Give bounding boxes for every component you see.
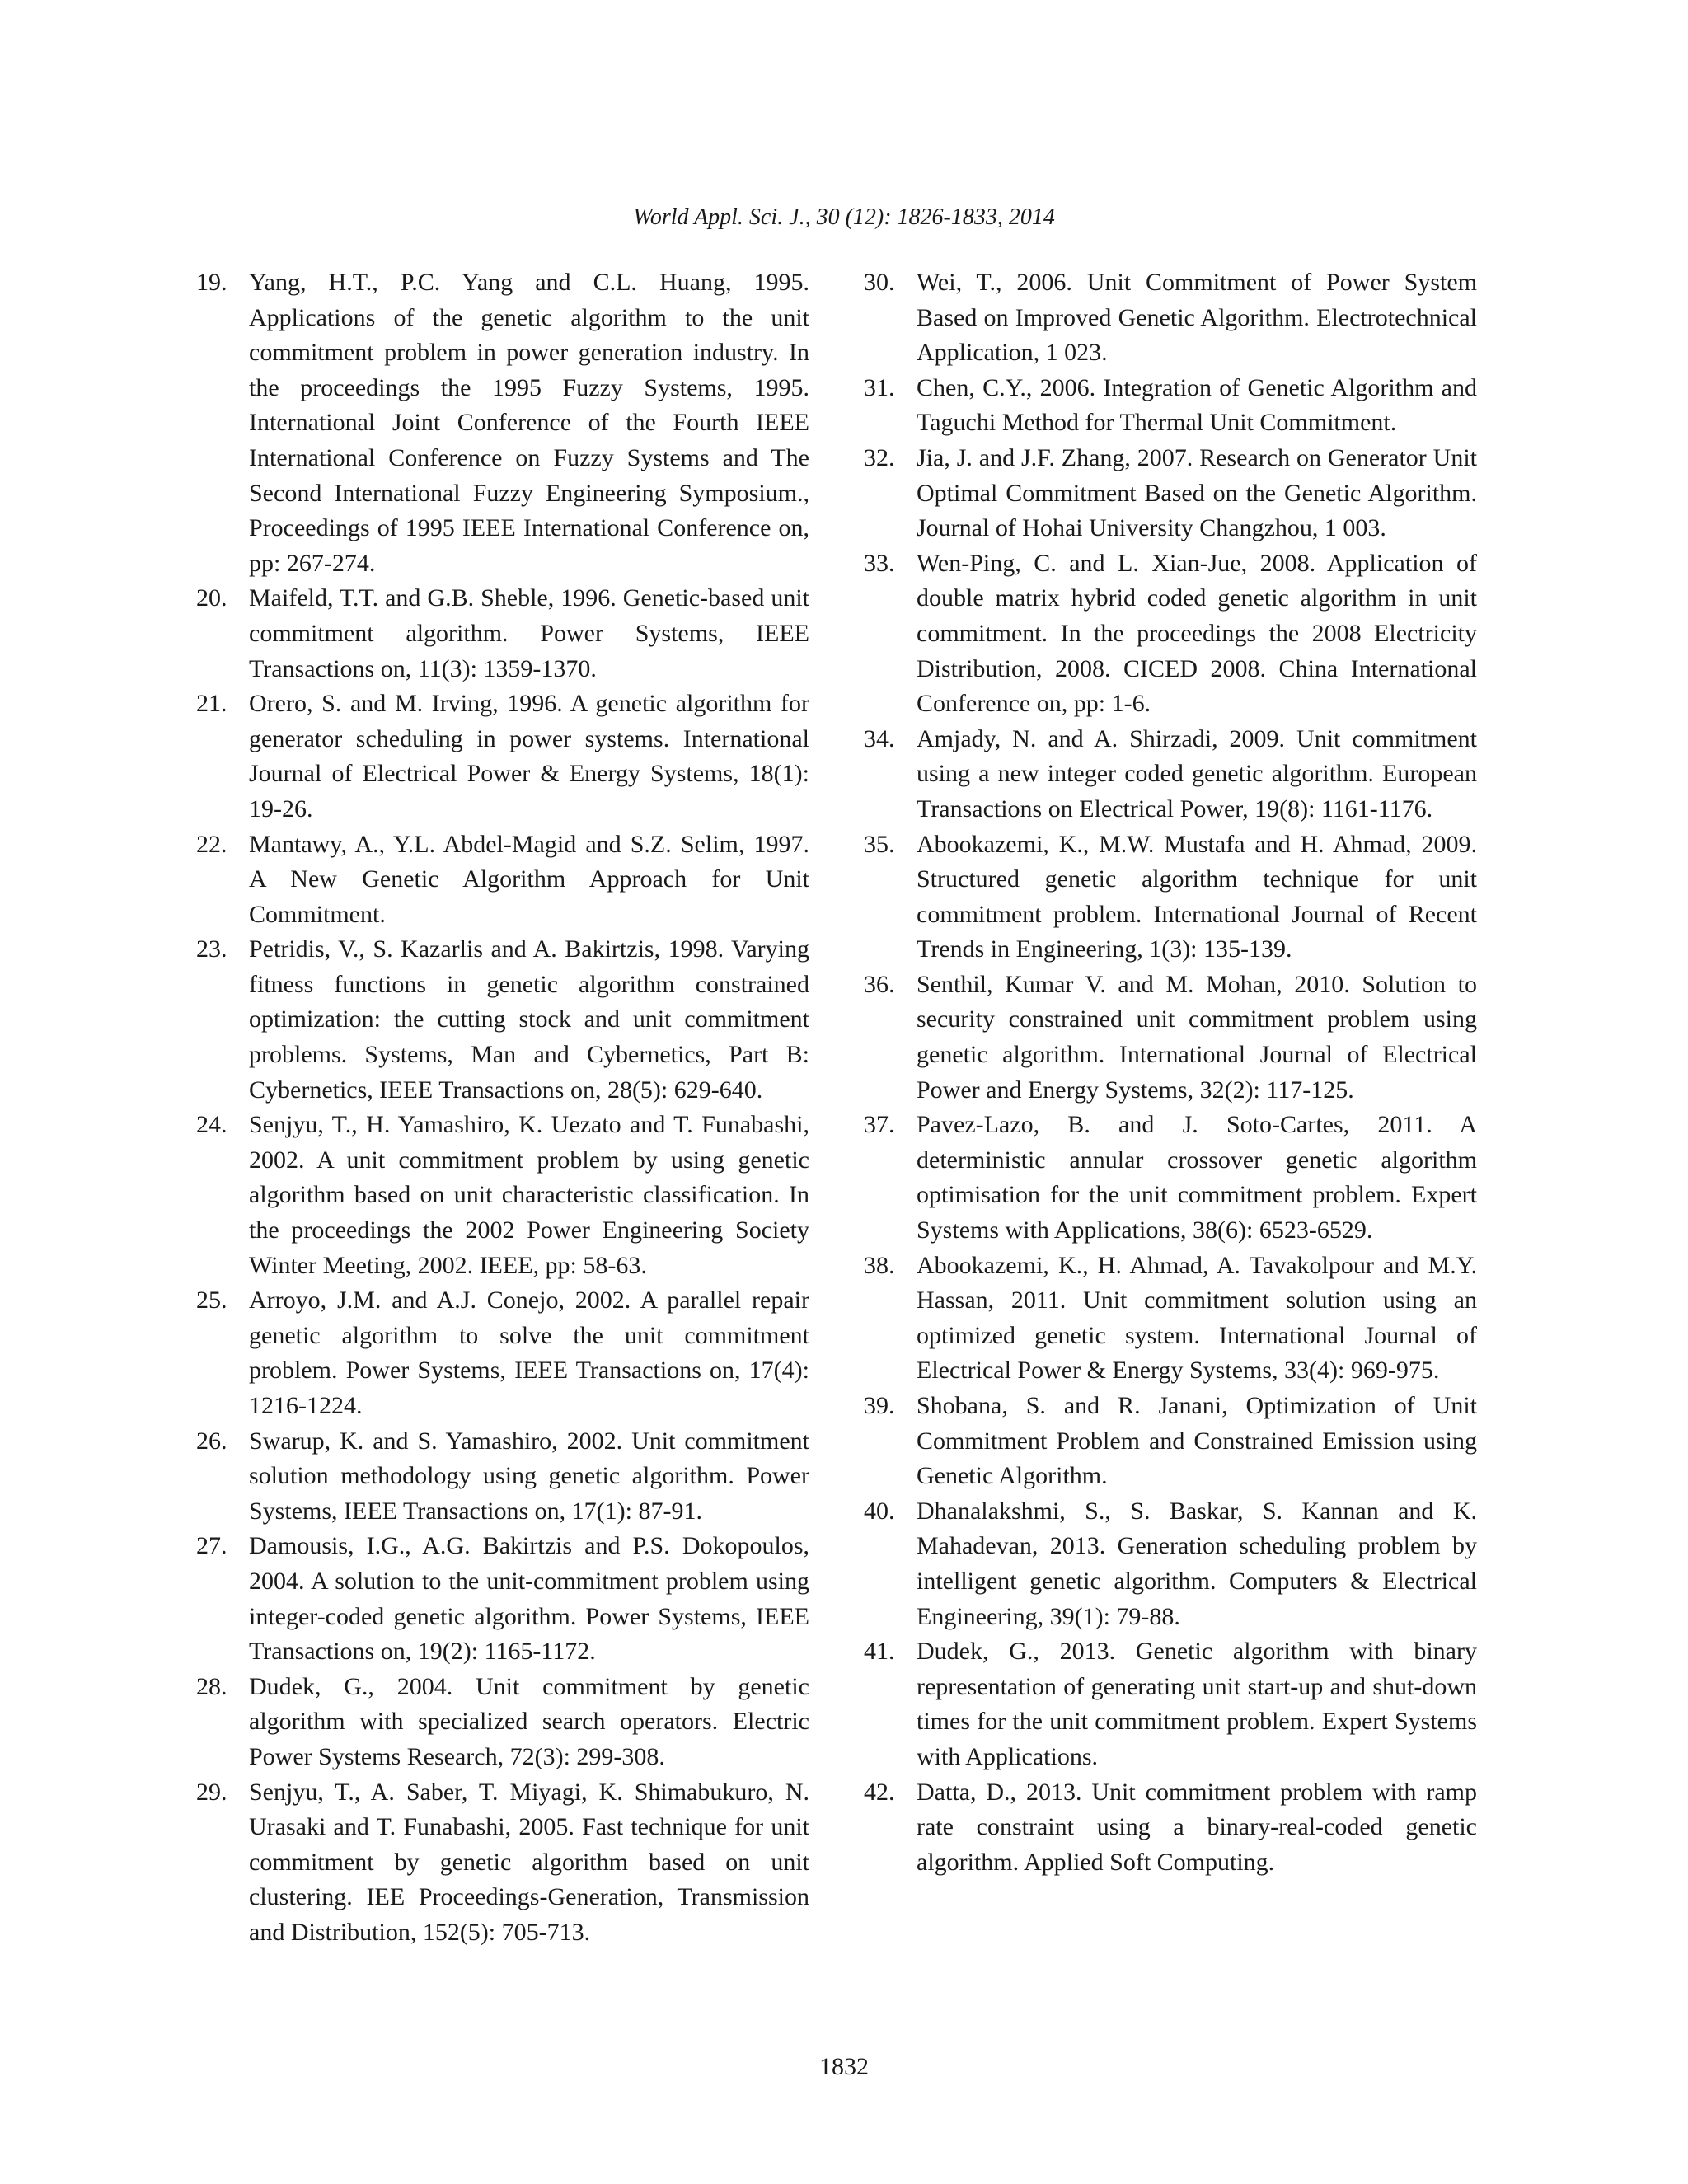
reference-number: 23. [196,935,227,963]
reference-number: 38. [864,1251,895,1279]
reference-item [864,546,1477,722]
reference-item [864,1249,1477,1389]
reference-number: 42. [864,1778,895,1806]
reference-item [196,827,809,933]
reference-number: 25. [196,1286,227,1315]
reference-item [864,441,1477,546]
reference-text: Swarup, K. and S. Yamashiro, 2002. Unit commitment solution methodology using genetic algorithm. Power Systems, IEEE Transactions on, 17(1): 87-91. [249,1427,809,1525]
reference-number: 35. [864,830,895,858]
reference-number: 30. [864,269,895,296]
reference-text: Dudek, G., 2004. Unit commitment by genetic algorithm with specialized search operators. Electric Power Systems Research, 72(3): 299-308. [249,1672,809,1770]
reference-text: Yang, H.T., P.C. Yang and C.L. Huang, 1995. Applications of the genetic algorithm to the unit commitment problem in power generation industry. In the proceedings the 1995 Fuzzy Systems, 1995. International Joint Conference of the Fourth IEEE International Conference on Fuzzy Systems and The Second International Fuzzy Engineering Symposium., Proceedings of 1995 IEEE International Conference on, pp: 267-274. [249,269,809,577]
reference-item [196,1108,809,1283]
reference-text: Mantawy, A., Y.L. Abdel-Magid and S.Z. Selim, 1997. A New Genetic Algorithm Approach for Unit Commitment. [249,830,809,928]
reference-item [196,932,809,1108]
reference-item [196,687,809,827]
reference-number: 41. [864,1638,895,1666]
reference-number: 21. [196,690,227,718]
reference-item [864,1494,1477,1634]
reference-number: 22. [196,830,227,858]
reference-item [196,265,809,581]
reference-item [196,1424,809,1530]
reference-item [864,265,1477,371]
reference-text: Senthil, Kumar V. and M. Mohan, 2010. Solution to security constrained unit commitment problem using genetic algorithm. International Journal of Electrical Power and Energy Systems, 32(2): 117-125. [917,970,1477,1104]
reference-text: Orero, S. and M. Irving, 1996. A genetic algorithm for generator scheduling in power systems. International Journal of Electrical Power & Energy Systems, 18(1): 19-26. [249,690,809,823]
reference-text: Wen-Ping, C. and L. Xian-Jue, 2008. Application of double matrix hybrid coded genetic algorithm in unit commitment. In the proceedings the 2008 Electricity Distribution, 2008. CICED 2008. China International Conference on, pp: 1-6. [917,549,1477,718]
reference-number: 32. [864,443,895,471]
reference-text: Datta, D., 2013. Unit commitment problem with ramp rate constraint using a binary-real-coded genetic algorithm. Applied Soft Computing. [917,1778,1477,1876]
reference-text: Abookazemi, K., H. Ahmad, A. Tavakolpour and M.Y. Hassan, 2011. Unit commitment solution using an optimized genetic system. International Journal of Electrical Power & Energy Systems, 33(4): 969-975. [917,1251,1477,1385]
running-head: World Appl. Sci. J., 30 (12): 1826-1833, 2014 [633,204,1055,230]
reference-text: Shobana, S. and R. Janani, Optimization of Unit Commitment Problem and Constrained Emission using Genetic Algorithm. [917,1392,1477,1490]
reference-number: 40. [864,1497,895,1525]
reference-number: 37. [864,1111,895,1139]
reference-text: Pavez-Lazo, B. and J. Soto-Cartes, 2011. A deterministic annular crossover genetic algorithm optimisation for the unit commitment problem. Expert Systems with Applications, 38(6): 6523-6529. [917,1111,1477,1244]
reference-text: Chen, C.Y., 2006. Integration of Genetic Algorithm and Taguchi Method for Thermal Unit Commitment. [917,373,1477,437]
reference-number: 31. [864,373,895,401]
reference-number: 27. [196,1532,227,1560]
reference-item [196,1670,809,1775]
reference-number: 34. [864,724,895,752]
reference-text: Amjady, N. and A. Shirzadi, 2009. Unit commitment using a new integer coded genetic algorithm. European Transactions on Electrical Power, 19(8): 1161-1176. [917,724,1477,823]
reference-item [196,1529,809,1669]
reference-item [864,968,1477,1108]
reference-item [864,1389,1477,1494]
reference-item [864,1108,1477,1248]
reference-item [196,1775,809,1951]
reference-item [864,1634,1477,1774]
reference-text: Wei, T., 2006. Unit Commitment of Power System Based on Improved Genetic Algorithm. Electrotechnical Application, 1 023. [917,269,1477,367]
reference-text: Arroyo, J.M. and A.J. Conejo, 2002. A parallel repair genetic algorithm to solve the unit commitment problem. Power Systems, IEEE Transactions on, 17(4): 1216-1224. [249,1286,809,1419]
reference-number: 33. [864,549,895,577]
reference-text: Dudek, G., 2013. Genetic algorithm with binary representation of generating unit start-up and shut-down times for the unit commitment problem. Expert Systems with Applications. [917,1638,1477,1770]
reference-number: 26. [196,1427,227,1455]
reference-item [864,722,1477,827]
reference-item [864,827,1477,968]
reference-number: 28. [196,1672,227,1700]
reference-text: Maifeld, T.T. and G.B. Sheble, 1996. Genetic-based unit commitment algorithm. Power Systems, IEEE Transactions on, 11(3): 1359-1370. [249,584,809,682]
reference-item [864,371,1477,441]
reference-text: Damousis, I.G., A.G. Bakirtzis and P.S. Dokopoulos, 2004. A solution to the unit-commitment problem using integer-coded genetic algorithm. Power Systems, IEEE Transactions on, 19(2): 1165-1172. [249,1532,809,1666]
reference-text: Senjyu, T., H. Yamashiro, K. Uezato and T. Funabashi, 2002. A unit commitment problem by using genetic algorithm based on unit characteristic classification. In the proceedings the 2002 Power Engineering Society Winter Meeting, 2002. IEEE, pp: 58-63. [249,1111,809,1279]
reference-text: Dhanalakshmi, S., S. Baskar, S. Kannan and K. Mahadevan, 2013. Generation scheduling problem by intelligent genetic algorithm. Computers & Electrical Engineering, 39(1): 79-88. [917,1497,1477,1630]
reference-text: Senjyu, T., A. Saber, T. Miyagi, K. Shimabukuro, N. Urasaki and T. Funabashi, 2005. Fast technique for unit commitment by genetic algorithm based on unit clustering. IEE Proceedings-Generation, Transmission and Distribution, 152(5): 705-713. [249,1778,809,1946]
reference-number: 20. [196,584,227,612]
reference-item [864,1775,1477,1881]
reference-number: 29. [196,1778,227,1806]
reference-number: 36. [864,970,895,998]
reference-text: Abookazemi, K., M.W. Mustafa and H. Ahmad, 2009. Structured genetic algorithm technique for unit commitment problem. International Journal of Recent Trends in Engineering, 1(3): 135-139. [917,830,1477,963]
reference-text: Jia, J. and J.F. Zhang, 2007. Research on Generator Unit Optimal Commitment Based on the Genetic Algorithm. Journal of Hohai University Changzhou, 1 003. [917,443,1477,542]
reference-item [196,1283,809,1423]
reference-number: 19. [196,269,227,296]
reference-number: 39. [864,1392,895,1419]
page-number: 1832 [819,2053,869,2080]
references-right-column [864,265,1477,1880]
references-left-column [196,265,809,1951]
reference-text: Petridis, V., S. Kazarlis and A. Bakirtzis, 1998. Varying fitness functions in genetic algorithm constrained optimization: the cutting stock and unit commitment problems. Systems, Man and Cybernetics, Part B: Cybernetics, IEEE Transactions on, 28(5): 629-640. [249,935,809,1104]
reference-item [196,581,809,687]
reference-number: 24. [196,1111,227,1139]
